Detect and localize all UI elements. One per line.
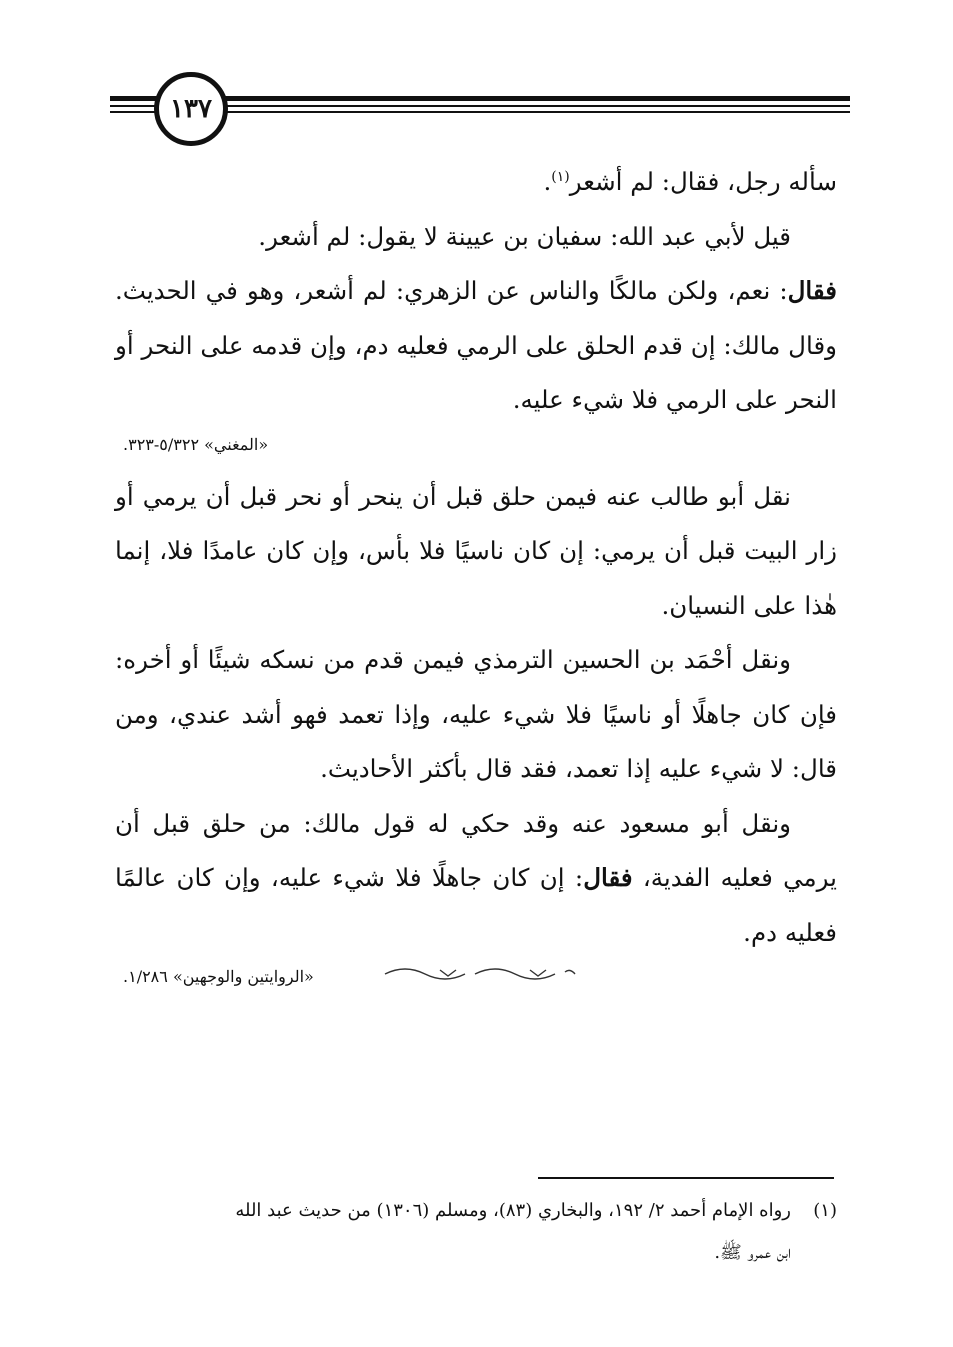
footnote-mark[interactable]: (١) bbox=[551, 169, 570, 185]
section-ornament bbox=[380, 962, 580, 982]
footnotes bbox=[115, 1190, 837, 1274]
main-text bbox=[115, 150, 837, 1002]
paragraph-1-text: سأله رجل، فقال: لم أشعر bbox=[569, 167, 837, 197]
footnote-1-number: (١) bbox=[813, 1200, 837, 1221]
reference-riwayatayn: «الروايتين والوجهين» ١/٢٨٦. bbox=[123, 967, 314, 987]
paragraph-3-text: : نعم، ولكن مالكًا والناس عن الزهري: لم أشعر، وهو في الحديث. وقال مالك: إن قدم الحلق على الرمي فعليه دم، وإن قدمه على النحر أو النحر على الرمي فلا شيء عليه. bbox=[115, 276, 837, 415]
page-header bbox=[110, 72, 850, 142]
paragraph-6-text-b: : إن كان جاهلًا فلا شيء عليه، وإن كان عالمًا فعليه دم. bbox=[115, 863, 837, 947]
page-number: ١٣٧ bbox=[170, 94, 212, 124]
page-number-badge bbox=[154, 72, 228, 146]
paragraph-6-label: فقال bbox=[583, 863, 633, 893]
footnote-separator bbox=[538, 1177, 834, 1179]
footnote-1 bbox=[115, 1190, 837, 1232]
reference-mughni: «المغني» ٥/٣٢٢-٣٢٣. bbox=[123, 434, 269, 454]
paragraph-4: نقل أبو طالب عنه فيمن حلق قبل أن ينحر أو نحر قبل أن يرمي أو زار البيت قبل أن يرمي: إن كان ناسيًا فلا بأس، وإن كان عامدًا فلا، إنما هٰذا على النسيان. bbox=[115, 481, 837, 620]
footnote-1-line-1: رواه الإمام أحمد ٢/ ١٩٢، والبخاري (٨٣)، ومسلم (١٣٠٦) من حديث عبد الله bbox=[235, 1200, 791, 1221]
paragraph-1-end: . bbox=[543, 167, 552, 197]
paragraph-6 bbox=[115, 797, 837, 961]
paragraph-6-text-a: ونقل أبو مسعود عنه وقد حكي له قول مالك: من حلق قبل أن يرمي فعليه الفدية، bbox=[115, 808, 837, 893]
paragraph-3 bbox=[115, 264, 837, 428]
footnote-1-line-2: ابن عمرو ﷺ. bbox=[714, 1242, 791, 1263]
paragraph-3-label: فقال bbox=[787, 276, 837, 306]
paragraph-2: قيل لأبي عبد الله: سفيان بن عيينة لا يقول: لم أشعر. bbox=[258, 221, 791, 251]
paragraph-5: ونقل أحْمَد بن الحسين الترمذي فيمن قدم من نسكه شيئًا أو أخره: فإن كان جاهلًا أو ناسيًا فلا شيء عليه، وإذا تعمد فهو أشد عندي، ومن قال: لا شيء عليه إذا تعمد، فقد قال بأكثر الأحاديث. bbox=[115, 645, 837, 784]
paragraph-1 bbox=[115, 150, 837, 210]
